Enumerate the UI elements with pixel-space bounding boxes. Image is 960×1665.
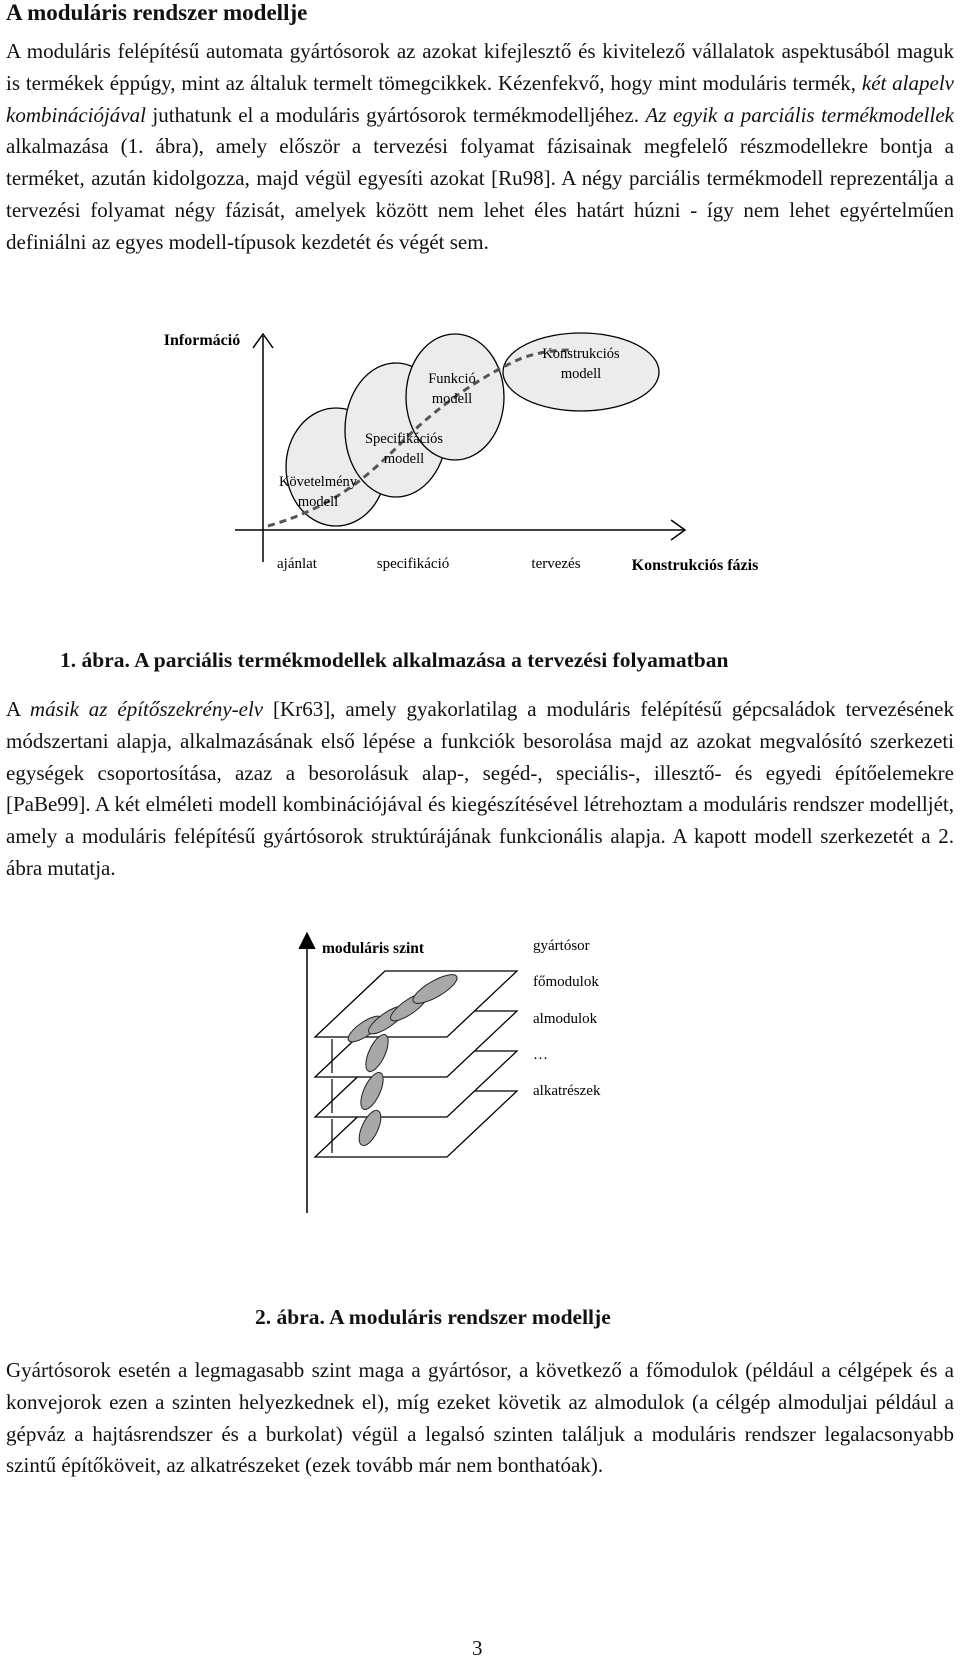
phase-label: specifikáció (376, 556, 450, 572)
text-run: juthatunk el a moduláris gyártósorok termékmodelljéhez. (145, 102, 646, 127)
paragraph-3: Gyártósorok esetén a legmagasabb szint maga a gyártósor, a következő a főmodulok (például a célgépek és a konvejorok ezen a szinten helyezkednek el), míg ezeket követik az almodulok (a célgép almoduljai például a gépváz a hajtásrendszer és a burkolat) végül a legalsó szinten találjuk a moduláris rendszer legalacsonyabb szintű építőköveit, az alkatrészeket (ezek tovább már nem bonthatóak). (6, 1358, 954, 1478)
level-label: … (533, 1047, 548, 1063)
figure-1-diagram (150, 330, 830, 620)
text-run: alkalmazása (1. ábra), amely először a tervezési folyamat fázisainak megfelelő részmodellekre bontja a terméket, azután kidolgozza, majd végül egyesíti azokat [Ru98]. A négy parciális termékmodell reprezentálja a tervezési folyamat négy fázisát, amelyek között nem lehet éles határt húzni - így nem lehet egyértelműen definiálni az egyes modell-típusok kezdetét és végét sem. (6, 134, 954, 254)
text-run: [Kr63], amely gyakorlatilag a moduláris felépítésű gépcsaládok tervezésének módszertani alapja, alkalmazásának első lépése a funkciók besorolása majd az azokat megvalósító szerkezeti egységek csoportosítása, azaz a besorolásuk alap-, segéd-, speciális-, illesztő- és egyedi építőelemekre [PaBe99]. A két elméleti modell kombinációjával és kiegészítésével létrehoztam a moduláris rendszer modelljét, amely a moduláris felépítésű gyártósorok struktúrájának funkcionális alapja. A kapott modell szerkezetét a 2. ábra mutatja. (6, 697, 954, 880)
ellipse-label: Konstrukciós (542, 346, 620, 362)
ellipse-label: Követelmény (278, 474, 358, 490)
figure-2-diagram (285, 925, 685, 1240)
level-label: főmodulok (533, 974, 599, 990)
ellipse-label: modell (297, 494, 339, 510)
level-label: alkatrészek (533, 1083, 601, 1099)
emphasis-run: Az egyik a parciális termékmodellek (645, 102, 954, 127)
ellipse-label: modell (560, 366, 602, 382)
level-label: gyártósor (533, 938, 590, 954)
y-axis-label: Információ (163, 332, 241, 349)
page-number: 3 (472, 1636, 483, 1660)
emphasis-run: két alapelv kombinációjával (6, 70, 954, 127)
level-axis-label: moduláris szint (322, 940, 425, 957)
figure-1-caption: 1. ábra. A parciális termékmodellek alkalmazása a tervezési folyamatban (60, 648, 729, 672)
figure-2-caption: 2. ábra. A moduláris rendszer modellje (255, 1305, 611, 1329)
text-run: A (6, 697, 30, 721)
ellipse-label: Funkció (428, 371, 476, 387)
x-axis-label: Konstrukciós fázis (631, 557, 759, 574)
ellipse-label: Specifikációs (364, 431, 444, 447)
emphasis-run: másik az építőszekrény-elv (29, 697, 264, 721)
level-label: almodulok (533, 1011, 598, 1027)
ellipse-label: modell (383, 451, 425, 467)
paragraph-1 (6, 36, 954, 259)
section-heading: A moduláris rendszer modellje (6, 0, 308, 25)
ellipse-label: modell (431, 391, 473, 407)
phase-label: tervezés (531, 556, 581, 572)
text-run: A moduláris felépítésű automata gyártósorok az azokat kifejlesztő és kivitelező vállalatok aspektusából maguk is termékek éppúgy, mint az általuk termelt tömegcikkek. Kézenfekvő, hogy mint moduláris termék, (6, 39, 954, 95)
paragraph-2 (6, 694, 954, 885)
phase-label: ajánlat (277, 556, 317, 572)
level-axis-arrow (299, 933, 315, 949)
